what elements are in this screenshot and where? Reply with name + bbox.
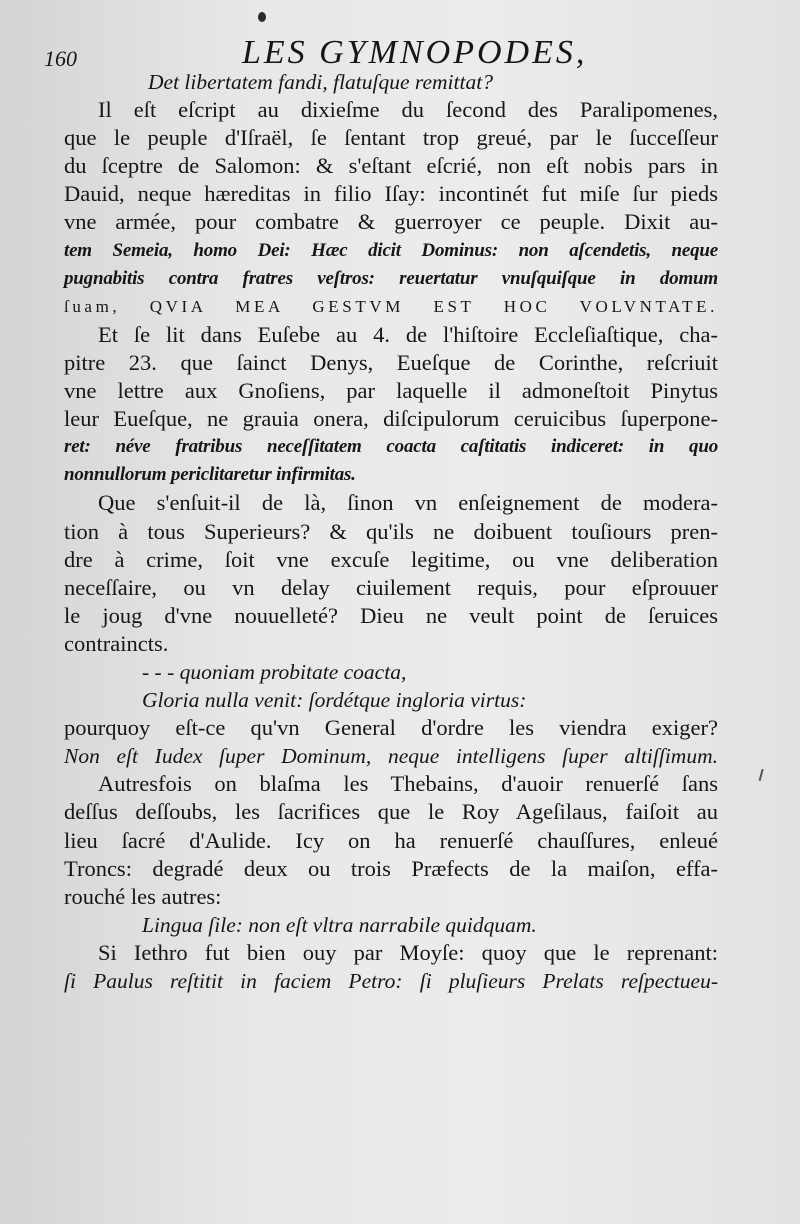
text-line: le joug d'vne nouuelleté? Dieu ne veult point de ſeruices (64, 602, 718, 628)
text-line: rouché les autres: (64, 883, 222, 909)
text-line: Lingua ſile: non eſt vltra narrabile quidquam. (142, 912, 537, 937)
text-line: tem Semeia, homo Dei: Hæc dicit Dominus: non aſcendetis, neque (64, 239, 718, 261)
text-line: Et ſe lit dans Euſebe au 4. de l'hiſtoire Eccleſiaſtique, cha- (98, 321, 718, 347)
text-line: Il eſt eſcript au dixieſme du ſecond des Paralipomenes, (98, 97, 718, 123)
text-line: tion à tous Superieurs? & qu'ils ne doibuent touſiours pren- (64, 518, 718, 544)
text-line: Que s'enſuit-il de là, ſinon vn enſeignement de modera- (98, 490, 718, 516)
text-line: deſſus deſſoubs, les ſacrifices que le Roy Ageſilaus, faiſoit au (64, 799, 718, 825)
text-line: Det libertatem fandi, flatuſque remittat? (148, 70, 493, 94)
text-line: Non eſt Iudex ſuper Dominum, neque intelligens ſuper altiſſimum. (64, 744, 718, 769)
text-line: ret: néve fratribus neceſſitatem coacta caſtitatis indiceret: in quo (64, 436, 718, 458)
page-number: 160 (44, 46, 77, 71)
text-line: contraincts. (64, 630, 169, 656)
text-line: ſi Paulus reſtitit in faciem Petro: ſi pluſieurs Prelats reſpectueu- (64, 969, 718, 993)
text-line: dre à crime, ſoit vne excuſe legitime, ou vne deliberation (64, 546, 718, 572)
running-title: LES GYMNOPODES, (242, 34, 588, 71)
text-line: leur Eueſque, ne grauia onera, diſcipulorum ceruicibus ſuperpone- (64, 406, 718, 432)
text-line: nonnullorum periclitaretur infirmitas. (64, 464, 356, 486)
text-line: Autresfois on blaſma les Thebains, d'auoir renuerſé ſans (98, 771, 718, 797)
text-line: lieu ſacré d'Aulide. Icy on ha renuerſé chauſſures, enleué (64, 827, 718, 853)
text-line: vne lettre aux Gnoſiens, par laquelle il admoneſtoit Pinytus (64, 378, 718, 404)
text-line: pugnabitis contra fratres veſtros: reuertatur vnuſquiſque in domum (64, 267, 718, 289)
body-text (64, 68, 718, 995)
text-line: vne armée, pour combatre & guerroyer ce peuple. Dixit au- (64, 209, 718, 235)
ink-dot (258, 12, 266, 22)
text-line: pourquoy eſt-ce qu'vn General d'ordre les viendra exiger? (64, 715, 718, 741)
text-line: ſuam, QVIA MEA GESTVM EST HOC VOLVNTATE. (64, 296, 718, 316)
text-line: Gloria nulla venit: ſordétque ingloria virtus: (142, 688, 527, 713)
margin-mark (759, 769, 772, 783)
text-line: neceſſaire, ou vn delay ciuilement requis, pour eſprouuer (64, 574, 718, 600)
text-line: du ſceptre de Salomon: & s'eſtant eſcrié, non eſt nobis pars in (64, 153, 718, 179)
text-line: Si Iethro fut bien ouy par Moyſe: quoy que le reprenant: (98, 939, 718, 965)
text-line: Dauid, neque hæreditas in filio Iſay: incontinét fut miſe ſur pieds (64, 181, 718, 207)
text-line: pitre 23. que ſainct Denys, Eueſque de Corinthe, reſcriuit (64, 349, 718, 375)
text-line: Troncs: degradé deux ou trois Præfects de la maiſon, effa- (64, 855, 718, 881)
text-line: - - - quoniam probitate coacta, (142, 659, 407, 684)
text-line: que le peuple d'Iſraël, ſe ſentant trop greué, par le ſucceſſeur (64, 125, 718, 151)
